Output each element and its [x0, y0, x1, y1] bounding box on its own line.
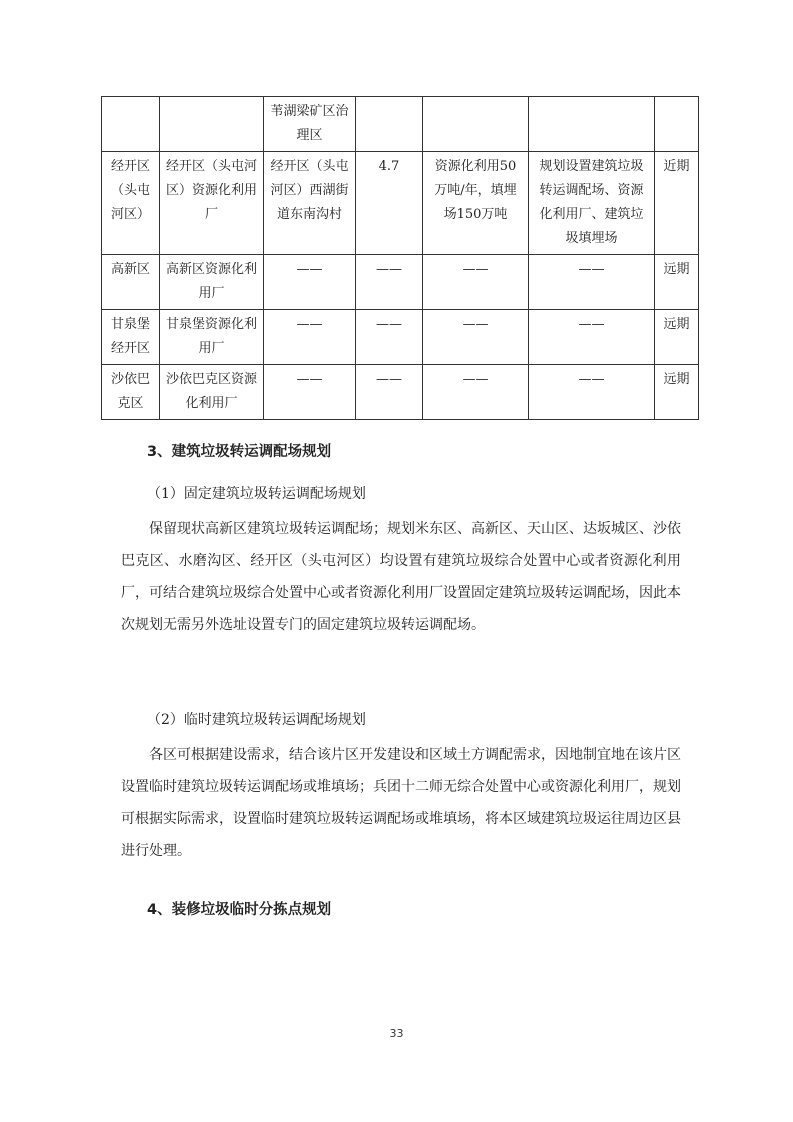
table-cell: [160, 97, 264, 152]
table-cell: [655, 97, 699, 152]
table-row: [102, 152, 699, 255]
table-cell: 甘泉堡经开区: [102, 310, 160, 365]
table-cell: [529, 97, 655, 152]
table-cell: 甘泉堡资源化利用厂: [160, 310, 264, 365]
table-cell: 4.7: [356, 152, 423, 255]
table-cell: 高新区资源化利用厂: [160, 255, 264, 310]
table-cell: 近期: [655, 152, 699, 255]
table-cell: ——: [356, 255, 423, 310]
table-cell: [102, 97, 160, 152]
table-cell: ——: [529, 255, 655, 310]
table-cell: ——: [423, 365, 529, 420]
table-cell: ——: [529, 365, 655, 420]
table-cell: 经开区（头屯河区）西湖街道东南沟村: [264, 152, 356, 255]
table-row: [102, 255, 699, 310]
paragraph: [121, 513, 681, 641]
paragraph-text: 保留现状高新区建筑垃圾转运调配场；规划米东区、高新区、天山区、达坂城区、沙依巴克区、水磨沟区、经开区（头屯河区）均设置有建筑垃圾综合处置中心或者资源化利用厂，可结合建筑垃圾综合处置中心或者资源化利用厂设置固定建筑垃圾转运调配场，因此本次规划无需另外选址设置专门的固定建筑垃圾转运调配场。: [121, 521, 681, 633]
table-cell: 资源化利用50万吨/年，填埋场150万吨: [423, 152, 529, 255]
table-cell: [356, 97, 423, 152]
table-cell: 经开区（头屯河区）资源化利用厂: [160, 152, 264, 255]
table-cell: 沙依巴克区: [102, 365, 160, 420]
subsection-title: （1）固定建筑垃圾转运调配场规划: [147, 486, 366, 502]
table-cell: ——: [356, 365, 423, 420]
subsection-title: （2）临时建筑垃圾转运调配场规划: [147, 712, 366, 728]
table-cell: 高新区: [102, 255, 160, 310]
table-row: [102, 310, 699, 365]
table-cell: ——: [529, 310, 655, 365]
paragraph: [121, 739, 681, 867]
table-cell: ——: [264, 310, 356, 365]
table-cell: 苇湖梁矿区治理区: [264, 97, 356, 152]
table-cell: ——: [264, 365, 356, 420]
table-cell: 经开区（头屯河区）: [102, 152, 160, 255]
table-cell: ——: [264, 255, 356, 310]
table-cell: 远期: [655, 310, 699, 365]
table-cell: [423, 97, 529, 152]
table-cell: 远期: [655, 365, 699, 420]
table-row: [102, 365, 699, 420]
section-heading: 3、建筑垃圾转运调配场规划: [147, 444, 332, 460]
table-cell: 远期: [655, 255, 699, 310]
table-cell: ——: [423, 255, 529, 310]
page-number: 33: [389, 1027, 404, 1040]
paragraph-text: 各区可根据建设需求，结合该片区开发建设和区域土方调配需求，因地制宜地在该片区设置临时建筑垃圾转运调配场或堆填场；兵团十二师无综合处置中心或资源化利用厂，规划可根据实际需求，设置临时建筑垃圾转运调配场或堆填场，将本区域建筑垃圾运往周边区县进行处理。: [121, 747, 681, 859]
section-heading: 4、装修垃圾临时分拣点规划: [147, 902, 332, 918]
table-row: [102, 97, 699, 152]
table-cell: ——: [356, 310, 423, 365]
facility-table: [101, 96, 699, 420]
table-cell: ——: [423, 310, 529, 365]
table-cell: 规划设置建筑垃圾转运调配场、资源化利用厂、建筑垃圾填埋场: [529, 152, 655, 255]
table-cell: 沙依巴克区资源化利用厂: [160, 365, 264, 420]
